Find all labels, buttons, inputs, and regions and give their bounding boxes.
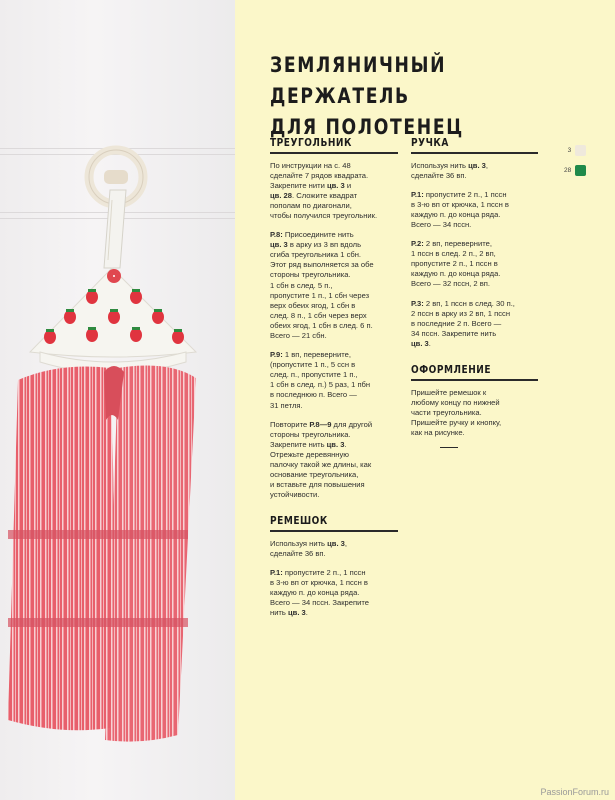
row-label: Р.8: — [270, 230, 283, 240]
row-text: Присоедините нить цв. 3 в арку из 3 вп вдоль сгиба треугольника 1 сбн. Этот ряд выполняется за обе стороны треугольника. 1 сбн в след. 5 п., пропустите 1 п., 1 сбн через верх обеих ягод, 1 сбн в след. 8 п., 1 сбн через верх обеих ягод, 1 сбн в след. 6 п. Всего — 21 сбн. — [270, 230, 374, 340]
title-line-1: ЗЕМЛЯНИЧНЫЙ ДЕРЖАТЕЛЬ — [270, 53, 447, 108]
triangle-row-8 — [270, 230, 398, 341]
strap-row-1 — [270, 568, 398, 618]
row-text: 2 вп, переверните, 1 пссн в след. 2 п., 2 вп, пропустите 2 п., 1 пссн в каждую п. до конца ряда. Всего — 32 пссн, 2 вп. — [411, 239, 501, 289]
heading-rule — [411, 379, 538, 381]
section-heading-finishing: ОФОРМЛЕНИЕ — [411, 364, 492, 376]
row-label: Р.3: — [411, 298, 424, 308]
handle-row-3 — [411, 299, 538, 349]
handle-intro: Используя нить цв. 3, сделайте 36 вп. — [411, 160, 489, 180]
right-column — [411, 137, 538, 448]
triangle-intro: По инструкции на с. 48 сделайте 7 рядов квадрата. Закрепите нити цв. 3 и цв. 28. Сложите квадрат пополам по диагонали, чтобы получился треугольник. — [270, 160, 378, 220]
product-photo — [0, 0, 235, 800]
row-label: Р.9: — [270, 350, 283, 360]
triangle-row-9 — [270, 350, 398, 411]
watermark: PassionForum.ru — [540, 787, 609, 797]
row-text: 1 вп, переверните, (пропустите 1 п., 5 ссн в след. п., пропустите 1 п., 1 сбн в след. п.) 5 раз, 1 пбн в последнюю п. Всего — 31 петля. — [270, 350, 371, 410]
heading-rule — [411, 152, 538, 154]
finishing-text: Пришейте ремешок к любому концу по нижней части треугольника. Пришейте ручку и кнопку, как на рисунке. — [411, 387, 502, 437]
heading-rule — [270, 530, 398, 532]
row-label: Р.1: — [411, 189, 424, 199]
legend-item — [564, 145, 586, 156]
legend-number: 3 — [567, 147, 572, 154]
color-swatch — [575, 145, 586, 156]
row-label: Р.1: — [270, 568, 283, 578]
crochet-triangle — [30, 268, 196, 373]
row-text: 2 вп, 1 пссн в след. 30 п., 2 пссн в арку из 2 вп, 1 пссн в последние 2 п. Всего — 34 пссн. Закрепите нить цв. 3. — [411, 298, 515, 348]
left-column — [270, 137, 398, 628]
page-title — [270, 50, 516, 143]
row-text: пропустите 2 п., 1 пссн в 3-ю вп от крючка, 1 пссн в каждую п. до конца ряда. Всего — 34 пссн. — [411, 189, 509, 229]
legend-number: 28 — [564, 167, 572, 174]
section-heading-handle: РУЧКА — [411, 137, 449, 149]
section-heading-strap: РЕМЕШОК — [270, 515, 328, 528]
triangle-repeat: Повторите Р.8—9 для другой стороны треугольника. Закрепите нить цв. 3. Отрежьте деревянную палочку такой же длины, как основание треугольника, и вставьте для повышения устойчивости. — [270, 419, 373, 500]
title-line-2: ДЛЯ ПОЛОТЕНЕЦ — [270, 115, 464, 139]
striped-towel — [8, 366, 196, 742]
row-text: пропустите 2 п., 1 пссн в 3-ю вп от крючка, 1 пссн в каждую п. до конца ряда. Всего — 34 пссн. Закрепите нить цв. 3. — [270, 568, 369, 618]
handle-row-1 — [411, 190, 538, 230]
section-heading-triangle: ТРЕУГОЛЬНИК — [270, 137, 352, 149]
end-mark — [440, 447, 458, 449]
handle-row-2 — [411, 239, 538, 289]
heading-rule — [270, 152, 398, 154]
legend-item — [564, 165, 586, 176]
row-label: Р.2: — [411, 239, 424, 249]
color-legend — [564, 145, 586, 185]
color-swatch — [575, 165, 586, 176]
strap-intro: Используя нить цв. 3, сделайте 36 вп. — [270, 538, 348, 558]
